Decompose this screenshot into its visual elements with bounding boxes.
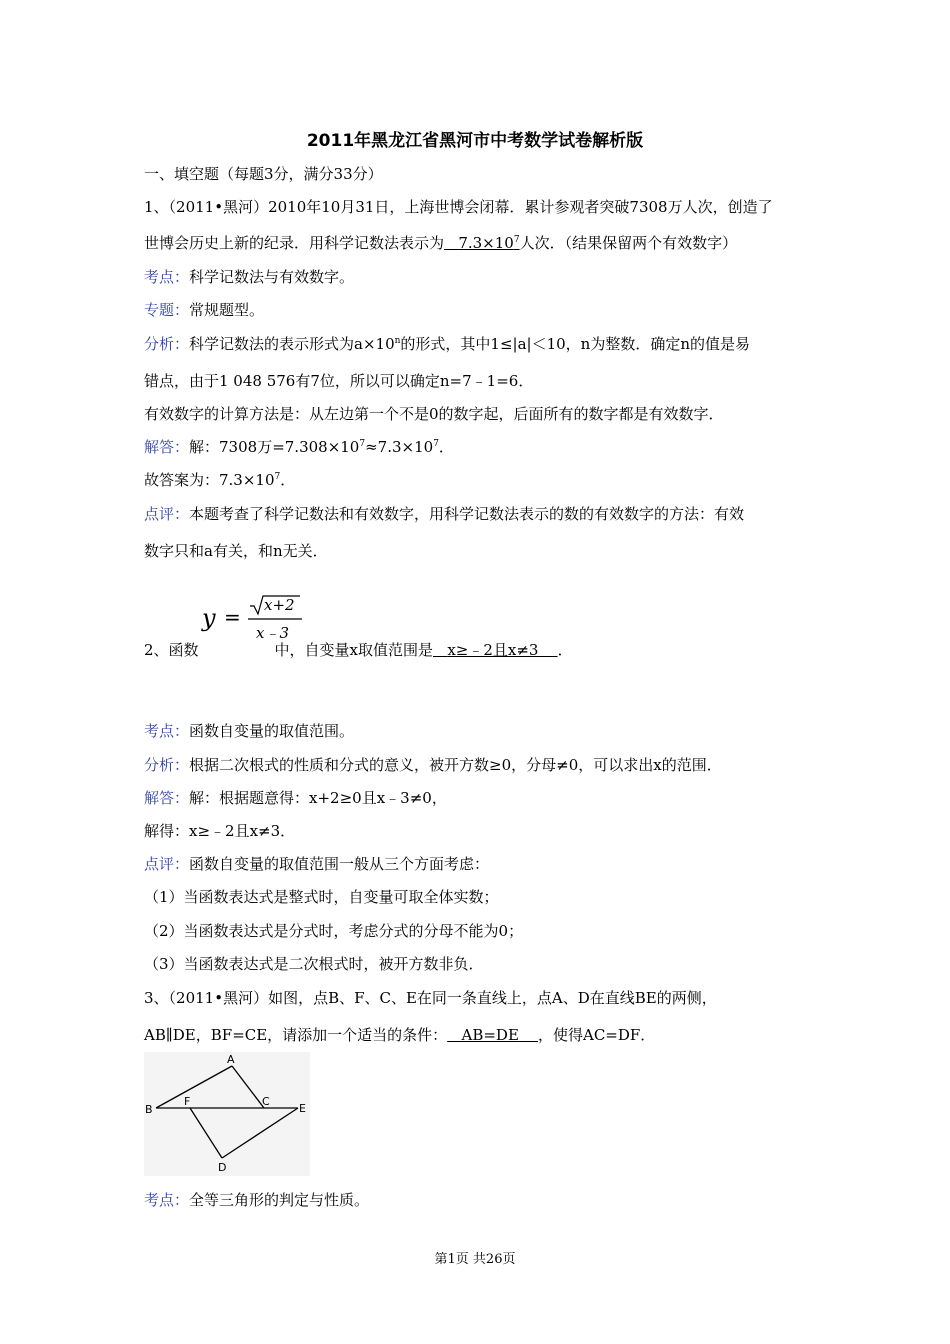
formula-y: y: [202, 604, 216, 632]
segment-ab: [156, 1066, 232, 1108]
page-footer: 第1页 共26页: [434, 1252, 516, 1267]
q1-kaodian: 考点：科学记数法与有效数字。: [144, 268, 355, 286]
q1-answer: $7.3\times 10^7$: [458, 234, 520, 252]
q1-fenxi-line2: 错点，由于1 048 576有7位，所以可以确定n=7﹣1=6．: [144, 372, 534, 390]
point-label-b: B: [145, 1103, 153, 1116]
q2-jieda: 解答：解：根据题意得：x+2≥0且x﹣3≠0，: [144, 789, 447, 807]
q1-guda: 故答案为：$7.3\times 10^7$．: [144, 471, 296, 489]
function-formula-image: [200, 592, 310, 646]
q1-fenxi-line1: 分析：科学记数法的表示形式为$a\times 10^n$的形式，其中1≤|a|＜10，n为整数．确定n的值是易: [144, 335, 750, 353]
point-label-f: F: [184, 1095, 191, 1108]
q2-point-3: （3）当函数表达式是二次根式时，被开方数非负．: [144, 955, 484, 973]
q2-kaodian: 考点：函数自变量的取值范围。: [144, 722, 355, 740]
q2-jiede: 解得：x≥﹣2且x≠3．: [144, 822, 296, 840]
segment-ac: [232, 1066, 264, 1108]
fenxi-label: 分析：: [144, 756, 190, 774]
point-label-d: D: [218, 1161, 227, 1174]
dianping-label: 点评：: [144, 855, 190, 873]
q2-answer: x≥﹣2且x≠3: [447, 641, 539, 659]
q2-point-2: （2）当函数表达式是分式时，考虑分式的分母不能为0；: [144, 922, 524, 940]
point-label-e: E: [299, 1102, 306, 1115]
q3-stem-line1: 3、（2011•黑河）如图，点B、F、C、E在同一条直线上，点A、D在直线BE的两侧，: [144, 989, 717, 1007]
q2-point-1: （1）当函数表达式是整式时，自变量可取全体实数；: [144, 888, 499, 906]
q3-kaodian: 考点：全等三角形的判定与性质。: [144, 1191, 370, 1209]
q1-jieda: 解答：解：7308万$=7.308\times 10^7\approx 7.3\times 10^7$．: [144, 438, 454, 456]
q1-stem-tail: 人次．（结果保留两个有效数字）: [519, 234, 738, 252]
formula-equals: =: [224, 605, 241, 629]
q1-fenxi-line3: 有效数字的计算方法是：从左边第一个不是0的数字起，后面所有的数字都是有效数字．: [144, 405, 724, 423]
segment-de: [222, 1108, 298, 1158]
kaodian-label: 考点：: [144, 268, 190, 286]
zhuanti-label: 专题：: [144, 301, 190, 319]
q3-stem-line2: AB∥DE，BF=CE，请添加一个适当的条件： AB=DE ，使得AC=DF．: [144, 1026, 656, 1044]
q1-dianping-line1: 点评：本题考查了科学记数法和有效数字，用科学记数法表示的数的有效数字的方法：有效: [144, 505, 745, 523]
dianping-label: 点评：: [144, 505, 190, 523]
point-label-a: A: [227, 1053, 235, 1066]
q1-stem-line1: 1、（2011•黑河）2010年10月31日，上海世博会闭幕．累计参观者突破7308万人次，创造了: [144, 198, 773, 216]
formula-denominator: x﹣3: [256, 624, 290, 642]
q1-stem-text: 世博会历史上新的纪录．用科学记数法表示为: [144, 234, 445, 252]
fenxi-label: 分析：: [144, 335, 190, 353]
page-title: 2011年黑龙江省黑河市中考数学试卷解析版: [306, 131, 644, 151]
q1-dianping-line2: 数字只和a有关，和n无关．: [144, 542, 328, 560]
geometry-figure: [144, 1052, 310, 1176]
kaodian-label: 考点：: [144, 722, 190, 740]
segment-fd: [190, 1108, 222, 1158]
formula-numerator: x+2: [264, 596, 295, 614]
q1-stem-line2: [144, 233, 737, 253]
jieda-label: 解答：: [144, 438, 190, 456]
section-heading: 一、填空题（每题3分，满分33分）: [144, 165, 383, 183]
q1-zhuanti: 专题：常规题型。: [144, 301, 265, 319]
q2-dianping: 点评：函数自变量的取值范围一般从三个方面考虑：: [144, 855, 490, 873]
kaodian-label: 考点：: [144, 1191, 190, 1209]
q2-stem: 2、函数 中，自变量x取值范围是 x≥﹣2且x≠3 ．: [144, 641, 573, 659]
point-label-c: C: [262, 1095, 270, 1108]
q3-answer: AB=DE: [461, 1026, 519, 1044]
jieda-label: 解答：: [144, 789, 190, 807]
q2-fenxi: 分析：根据二次根式的性质和分式的意义，被开方数≥0，分母≠0，可以求出x的范围．: [144, 756, 722, 774]
